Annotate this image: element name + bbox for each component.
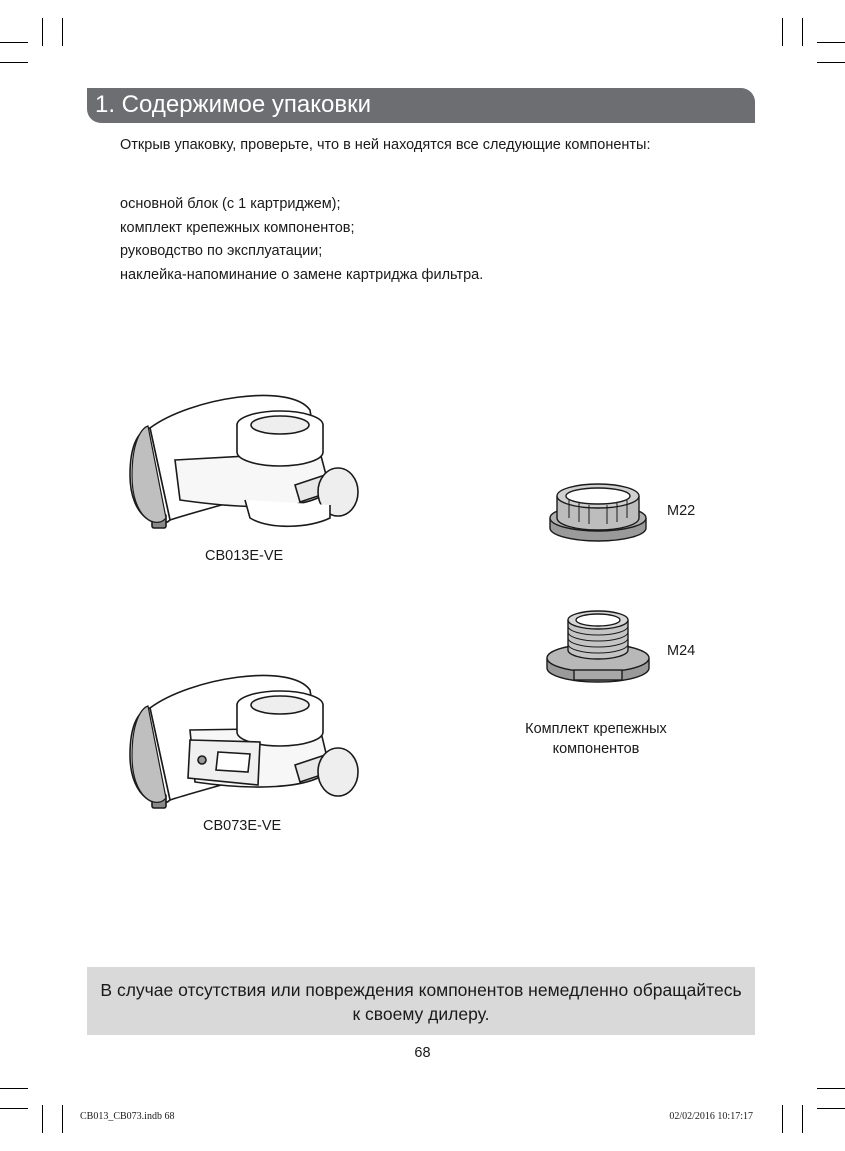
filter-unit-cb013-illustration	[120, 380, 370, 540]
list-item: комплект крепежных компонентов;	[120, 219, 355, 236]
adapter-m24-label: M24	[667, 643, 696, 659]
kit-caption-line2: компонентов	[552, 741, 640, 757]
list-item: основной блок (с 1 картриджем);	[120, 196, 341, 212]
dealer-notice-box	[87, 967, 755, 1035]
contents-list	[120, 193, 483, 287]
print-slug-filename: CB013_CB073.indb 68	[80, 1111, 175, 1122]
adapter-m22-label: M22	[667, 503, 696, 519]
section-title: 1. Содержимое упаковки	[95, 91, 371, 118]
print-slug-timestamp: 02/02/2016 10:17:17	[669, 1111, 753, 1122]
filter-unit-cb073-illustration	[120, 660, 370, 820]
intro-text: Открыв упаковку, проверьте, что в ней находятся все следующие компоненты:	[120, 137, 651, 153]
kit-caption-line1: Комплект крепежных	[525, 721, 667, 737]
list-item: руководство по эксплуатации;	[120, 243, 323, 259]
dealer-notice-text: В случае отсутствия или повреждения компонентов немедленно обращайтесь к своему дилеру.	[100, 980, 742, 1024]
unit-cb013-caption: CB013E-VE	[205, 548, 284, 564]
list-item: наклейка-напоминание о замене картриджа фильтра.	[120, 266, 484, 283]
adapter-m22-illustration	[545, 478, 650, 548]
unit-cb073-caption: CB073E-VE	[203, 818, 282, 834]
page-number: 68	[414, 1045, 431, 1061]
adapter-m24-illustration	[544, 610, 652, 690]
